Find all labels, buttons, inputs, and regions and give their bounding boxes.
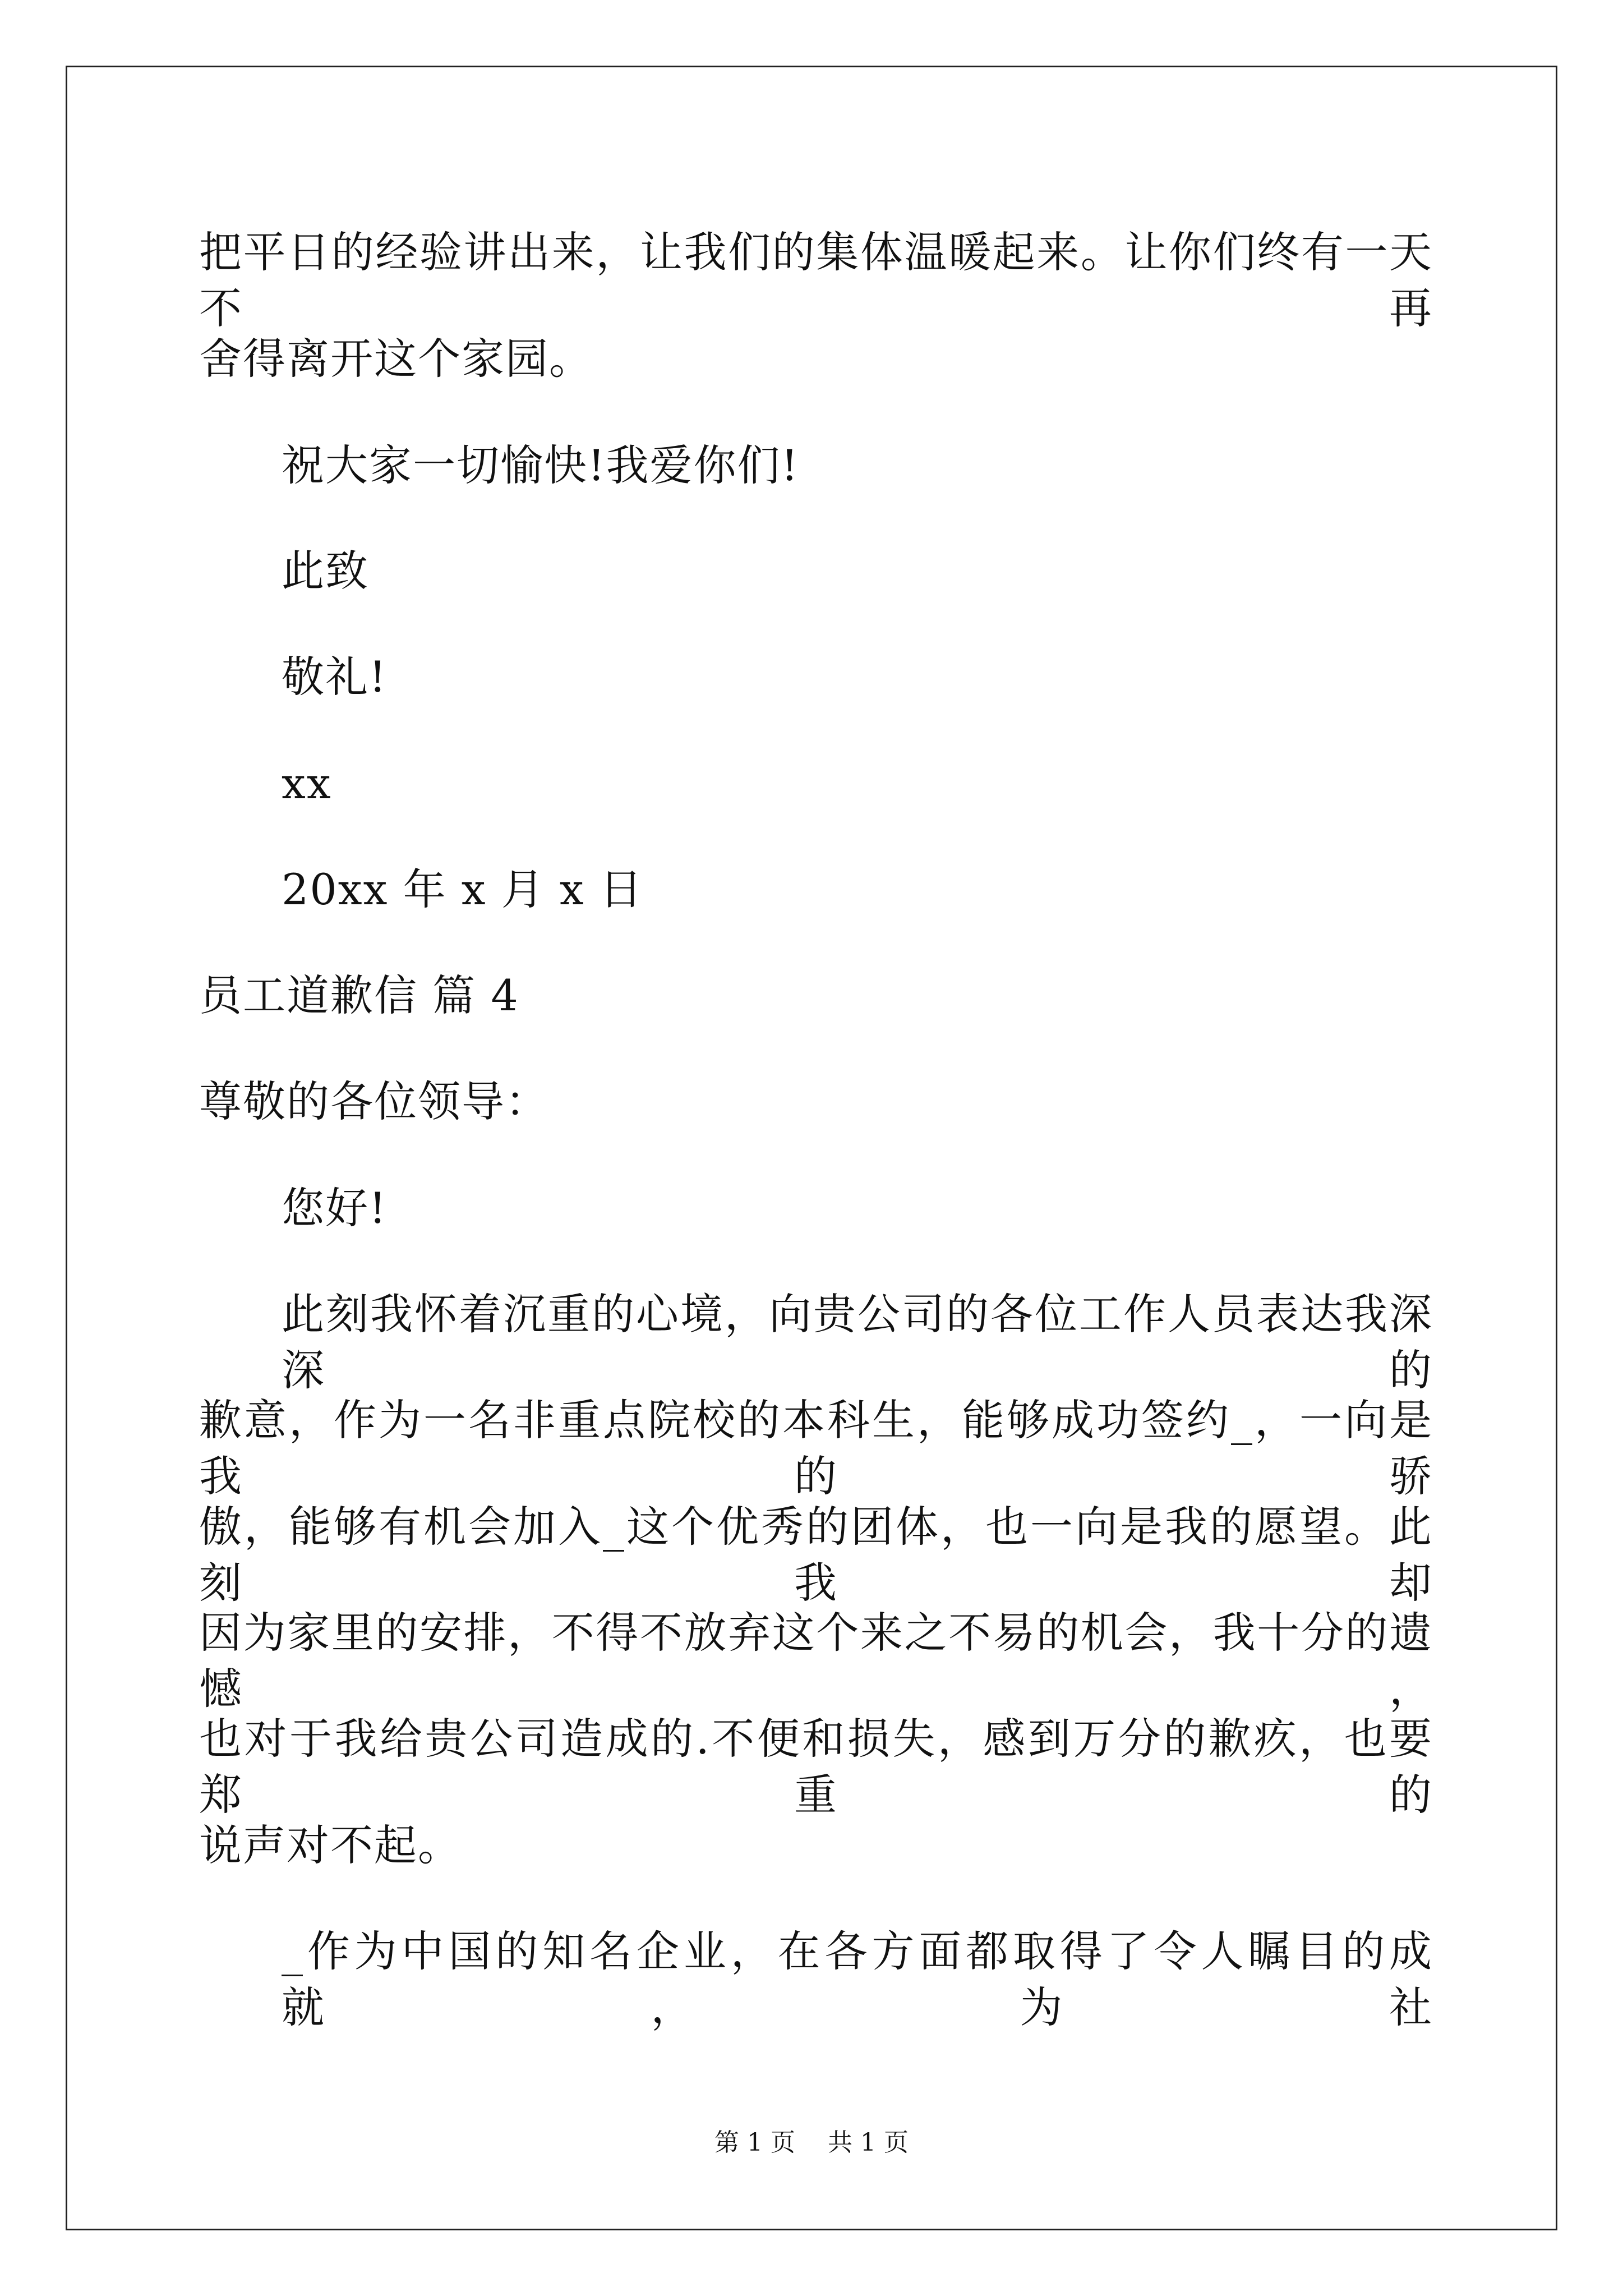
- page-number-footer: 第 1 页 共 1 页: [714, 2128, 909, 2157]
- signature-date: 20xx 年 x 月 x 日: [282, 864, 643, 914]
- section-heading: 员工道歉信 篇 4: [199, 970, 519, 1020]
- salutation: 尊敬的各位领导：: [199, 1076, 549, 1126]
- paragraph-line: 因为家里的安排，不得不放弃这个来之不易的机会，我十分的遗憾，: [199, 1608, 1433, 1714]
- page-border: [66, 66, 1557, 2230]
- paragraph-line: 歉意，作为一名非重点院校的本科生，能够成功签约_，一向是我的骄: [199, 1395, 1433, 1501]
- paragraph-line: 此刻我怀着沉重的心境，向贵公司的各位工作人员表达我深深的: [282, 1289, 1433, 1395]
- paragraph-line: 傲，能够有机会加入_这个优秀的团体，也一向是我的愿望。此刻我却: [199, 1502, 1433, 1608]
- paragraph-line: 舍得离开这个家园。: [199, 334, 593, 384]
- paragraph-line: 也对于我给贵公司造成的.不便和损失，感到万分的歉疚，也要郑重的: [199, 1714, 1433, 1820]
- greeting: 您好!: [282, 1183, 388, 1233]
- paragraph-line: 祝大家一切愉快!我爱你们!: [282, 440, 800, 490]
- paragraph-line: _作为中国的知名企业，在各方面都取得了令人瞩目的成就，为社: [282, 1926, 1433, 2032]
- paragraph-line: 把平日的经验讲出来，让我们的集体温暖起来。让你们终有一天不再: [199, 227, 1433, 333]
- closing-line: 此致: [282, 546, 369, 596]
- signature-name: xx: [282, 758, 332, 808]
- closing-line: 敬礼!: [282, 652, 388, 702]
- paragraph-line: 说声对不起。: [199, 1820, 462, 1870]
